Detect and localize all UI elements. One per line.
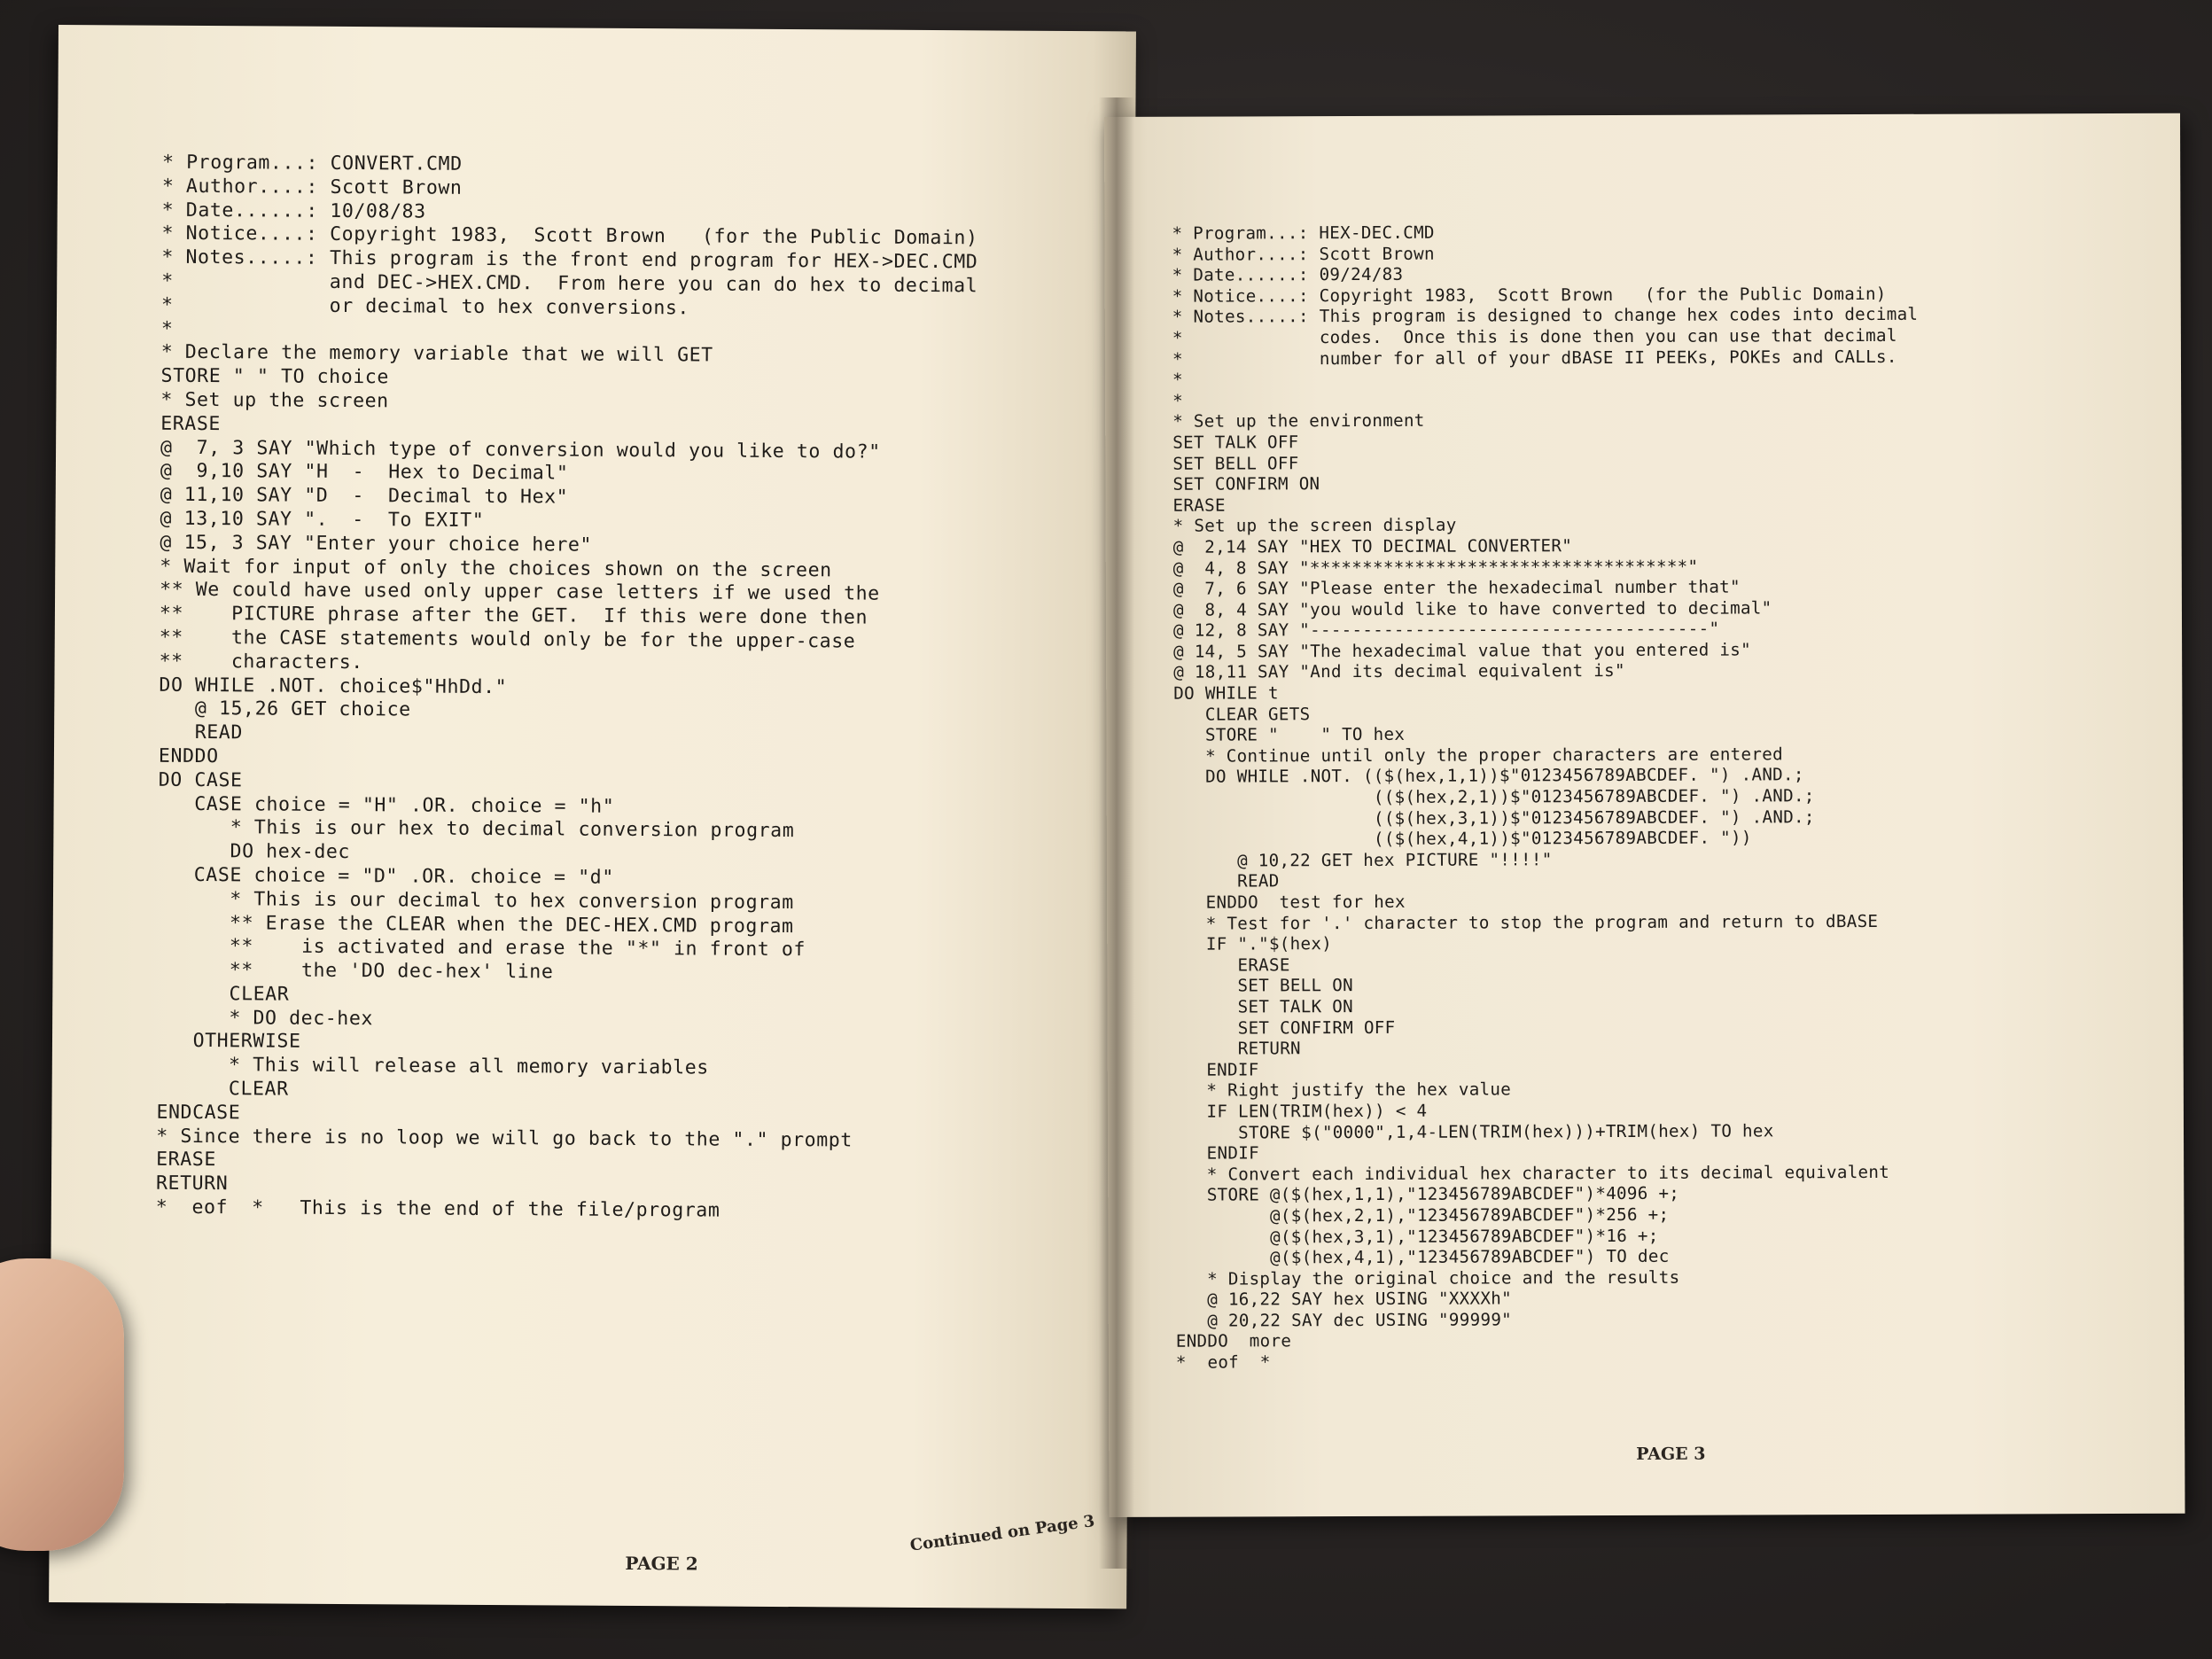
code-line: CASE choice = "D" .OR. choice = "d" xyxy=(158,863,614,889)
code-line: @ 7, 3 SAY "Which type of conversion would you like to do?" xyxy=(160,436,881,463)
code-line: ERASE xyxy=(160,412,222,435)
binding-gutter xyxy=(1099,97,1134,1569)
code-line: ENDCASE xyxy=(156,1101,241,1125)
code-line: ERASE xyxy=(1174,954,1290,976)
code-line: RETURN xyxy=(1174,1038,1301,1059)
code-line: * This is our hex to decimal conversion program xyxy=(158,816,795,843)
code-line: @ 14, 5 SAY "The hexadecimal value that you entered is" xyxy=(1173,639,1752,662)
code-line: * Test for '.' character to stop the program and return to dBASE xyxy=(1174,910,1879,934)
code-line: * Continue until only the proper characters are entered xyxy=(1173,744,1783,767)
code-line: STORE $("0000",1,4-LEN(TRIM(hex)))+TRIM(hex) TO hex xyxy=(1174,1119,1774,1143)
code-line: ** characters. xyxy=(159,650,363,674)
code-line: ERASE xyxy=(156,1149,216,1172)
code-line: SET BELL OFF xyxy=(1172,452,1299,474)
code-line: @ 15,26 GET choice xyxy=(159,697,411,721)
code-line: ** PICTURE phrase after the GET. If this were done then xyxy=(159,602,868,629)
code-line: * Notice....: Copyright 1983, Scott Brown (for the Public Domain) xyxy=(1172,283,1887,307)
code-line: * Convert each individual hex character to its decimal equivalent xyxy=(1175,1161,1890,1185)
code-line: IF LEN(TRIM(hex)) < 4 xyxy=(1174,1100,1428,1122)
code-line: DO hex-dec xyxy=(158,839,351,864)
code-line: @ 20,22 SAY dec USING "99999" xyxy=(1175,1309,1513,1331)
code-line: @ 7, 6 SAY "Please enter the hexadecimal number that" xyxy=(1172,576,1741,599)
code-line: * Date......: 10/08/83 xyxy=(161,199,426,223)
code-line: SET TALK OFF xyxy=(1172,432,1299,453)
code-line: CLEAR xyxy=(157,982,290,1006)
code-line: * Author....: Scott Brown xyxy=(1172,243,1435,265)
code-line: * codes. Once this is done then you can use that decimal xyxy=(1172,324,1897,348)
code-line: * and DEC->HEX.CMD. From here you can do hex to decimal xyxy=(161,269,978,298)
code-line: ** We could have used only upper case letters if we used the xyxy=(160,579,880,606)
code-line: (($(hex,4,1))$"0123456789ABCDEF. ")) xyxy=(1173,827,1752,850)
code-line: * xyxy=(1172,390,1184,411)
code-line: CLEAR xyxy=(156,1077,289,1101)
code-line: @($(hex,3,1),"123456789ABCDEF")*16 +; xyxy=(1175,1225,1659,1248)
code-line: * Declare the memory variable that we will GET xyxy=(160,341,713,367)
code-line: @ 18,11 SAY "And its decimal equivalent is" xyxy=(1173,660,1625,683)
code-line: * Since there is no loop we will go back to the "." prompt xyxy=(156,1125,853,1152)
code-line: SET CONFIRM OFF xyxy=(1174,1016,1396,1039)
code-line: @($(hex,4,1),"123456789ABCDEF") TO dec xyxy=(1175,1245,1670,1268)
code-line: (($(hex,3,1))$"0123456789ABCDEF. ") .AND.; xyxy=(1173,806,1815,830)
code-line: * Set up the screen xyxy=(160,388,389,413)
code-line: * Date......: 09/24/83 xyxy=(1172,264,1404,285)
code-line: @ 11,10 SAY "D - Decimal to Hex" xyxy=(160,483,569,509)
code-line: @ 4, 8 SAY "************************************" xyxy=(1172,556,1699,579)
code-line: ** the CASE statements would only be for the upper-case xyxy=(159,626,856,653)
code-line: * DO dec-hex xyxy=(157,1006,374,1030)
left-page xyxy=(49,25,1136,1608)
code-line: @ 9,10 SAY "H - Hex to Decimal" xyxy=(160,460,569,485)
code-line: READ xyxy=(1173,870,1280,892)
code-line: READ xyxy=(159,720,244,744)
code-line: @ 15, 3 SAY "Enter your choice here" xyxy=(160,531,593,557)
code-line: * This is our decimal to hex conversion program xyxy=(157,887,794,914)
code-line: SET TALK ON xyxy=(1174,995,1354,1017)
code-line: SET CONFIRM ON xyxy=(1172,473,1320,495)
code-line: ENDDO xyxy=(158,744,219,768)
code-line: * eof * xyxy=(1175,1351,1271,1373)
code-line: ENDIF xyxy=(1175,1142,1259,1164)
code-line: STORE @($(hex,1,1),"123456789ABCDEF")*4096 +; xyxy=(1175,1183,1680,1206)
left-page-code-listing xyxy=(156,152,978,1225)
code-line: ** the 'DO dec-hex' line xyxy=(157,958,554,984)
code-line: DO WHILE t xyxy=(1173,682,1279,704)
code-line: @ 2,14 SAY "HEX TO DECIMAL CONVERTER" xyxy=(1172,535,1573,557)
code-line: * eof * This is the end of the file/program xyxy=(155,1196,720,1222)
code-line: * This will release all memory variables xyxy=(156,1053,709,1079)
code-line: * Set up the screen display xyxy=(1172,514,1457,537)
code-line: ERASE xyxy=(1172,495,1226,516)
code-line: STORE " " TO choice xyxy=(160,364,389,389)
code-line: DO WHILE .NOT. (($(hex,1,1))$"0123456789ABCDEF. ") .AND.; xyxy=(1173,764,1804,788)
code-line: (($(hex,2,1))$"0123456789ABCDEF. ") .AND.; xyxy=(1173,785,1815,808)
code-line: @ 13,10 SAY ". - To EXIT" xyxy=(160,507,485,532)
right-page-number: PAGE 3 xyxy=(1636,1444,1706,1464)
code-line: CASE choice = "H" .OR. choice = "h" xyxy=(158,792,615,818)
code-line: * Right justify the hex value xyxy=(1174,1079,1512,1102)
code-line: @ 8, 4 SAY "you would like to have converted to decimal" xyxy=(1172,597,1772,620)
left-page-number: PAGE 2 xyxy=(625,1552,698,1575)
code-line: DO CASE xyxy=(158,768,243,792)
code-line: * xyxy=(1172,369,1183,390)
code-line: @ 16,22 SAY hex USING "XXXXh" xyxy=(1175,1288,1512,1311)
code-line: ** Erase the CLEAR when the DEC-HEX.CMD program xyxy=(157,911,794,938)
continued-note: Continued on Page 3 xyxy=(908,1511,1096,1555)
code-line: * or decimal to hex conversions. xyxy=(160,293,690,320)
code-line: OTHERWISE xyxy=(156,1030,301,1054)
code-line: RETURN xyxy=(155,1172,229,1196)
code-line: IF "."$(hex) xyxy=(1174,933,1333,954)
code-line: STORE " " TO hex xyxy=(1173,724,1406,745)
code-line: ENDDO test for hex xyxy=(1174,891,1406,913)
code-line: CLEAR GETS xyxy=(1173,703,1311,725)
code-line: * Program...: CONVERT.CMD xyxy=(161,151,463,175)
code-line: SET BELL ON xyxy=(1174,975,1353,997)
code-line: * Author....: Scott Brown xyxy=(161,175,463,199)
code-line: ENDIF xyxy=(1174,1059,1259,1080)
thumb xyxy=(0,1258,124,1551)
code-line: * Notes.....: This program is the front end program for HEX->DEC.CMD xyxy=(161,245,978,274)
code-line: @($(hex,2,1),"123456789ABCDEF")*256 +; xyxy=(1175,1203,1670,1227)
code-line: DO WHILE .NOT. choice$"HhDd." xyxy=(159,674,508,698)
code-line: * Notes.....: This program is designed to change hex codes into decimal xyxy=(1172,304,1919,328)
code-line: * Program...: HEX-DEC.CMD xyxy=(1172,222,1435,244)
code-line: @ 12, 8 SAY "--------------------------------------" xyxy=(1172,618,1720,642)
right-page xyxy=(1104,113,2185,1517)
code-line: ** is activated and erase the "*" in front of xyxy=(157,934,806,962)
code-line: * Display the original choice and the results xyxy=(1175,1266,1680,1289)
code-line: * Set up the environment xyxy=(1172,410,1425,432)
code-line: * number for all of your dBASE II PEEKs, POKEs and CALLs. xyxy=(1172,346,1897,370)
code-line: * xyxy=(160,317,174,340)
code-line: @ 10,22 GET hex PICTURE "!!!!" xyxy=(1173,849,1553,871)
right-page-code-listing xyxy=(1172,221,1921,1374)
code-line: * Wait for input of only the choices shown on the screen xyxy=(160,555,832,581)
code-line: * Notice....: Copyright 1983, Scott Brown (for the Public Domain) xyxy=(161,222,978,250)
code-line: ENDDO more xyxy=(1175,1330,1292,1352)
